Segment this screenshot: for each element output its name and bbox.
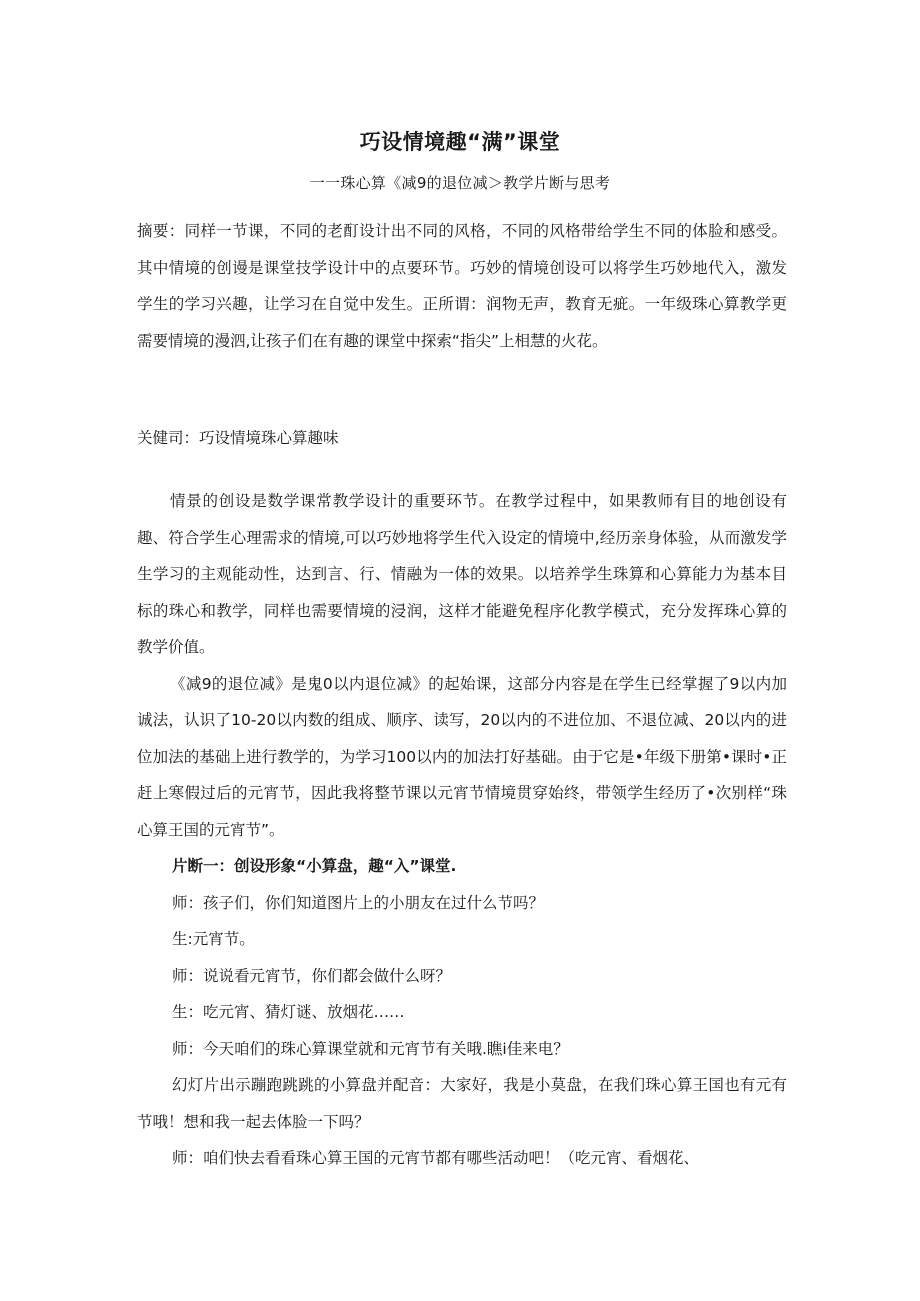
document-subtitle: 一一珠心算《减9的退位减＞教学片断与思考 [309,174,611,192]
keywords-line [137,420,787,457]
section-heading: 片断一：创设形象“小算盘，趣“入”课堂. [172,857,457,875]
body-section [137,483,787,1177]
abstract-paragraph [137,213,787,359]
dialog-line: 幻灯片出示蹦跑跳跳的小算盘并配音：大家好，我是小莫盘，在我们珠心算王国也有元有节哦！想和我一起去体脸一下吗？ [137,1076,787,1131]
abstract-text: 摘要：同样一节课，不同的老酊设计出不同的风格，不同的风格带给学生不同的体脸和感受。其中情境的创谩是课堂技学设计中的点要环节。巧妙的情境创设可以将学生巧妙地代入，激发学生的学习兴趣，让学习在自觉中发生。正所谓：润物无声，教育无疵。一年级珠心算教学更需要情境的漫泗,让孩子们在有趣的课堂中探索“指尖”上相慧的火花。 [137,222,787,350]
dialog-line: 师：咱们快去看看珠心算王国的元宵节都有哪些活动吧！（吃元宵、看烟花、 [172,1149,700,1167]
dialog-line: 生:元宵节。 [172,930,255,948]
dialog-line: 师：说说看元宵节，你们都会做什么呀？ [172,966,452,985]
dialog-line: 师：孩子们，你们知道图片上的小朋友在过什么节吗？ [172,893,545,912]
keywords-text: 关健司：巧设情境珠心算趣味 [137,429,339,447]
dialog-line: 师：今天咱们的珠心算课堂就和元宵节有关哦.瞧i佳来电？ [172,1039,569,1058]
body-paragraph: 《减9的退位减》是鬼0以内退位减》的起始课，这部分内容是在学生已经掌握了9以内加诚法，认识了10-20以内数的组成、顺序、读写，20以内的不进位加、不退位减、20以内的进位加法的基础上进行教学的，为学习100以内的加法打好基础。由于它是•年级下册第•课时•正赶上寒假过后的元宵节，因此我将整节课以元宵节情境贯穿始终，带领学生经历了•次别样“珠心算王国的元宵节”。 [137,674,787,839]
dialog-line: 生：吃元宵、猜灯谜、放烟花…… [172,1003,405,1021]
body-paragraph: 情景的创设是数学课常教学设计的重要环节。在教学过程中，如果教师有目的地创设有趣、符合学生心理需求的情境,可以巧妙地将学生代入设定的情境中,经历亲身体验，从而激发学生学习的主观能动性，达到言、行、情融为一体的效果。以培养学生珠算和心算能力为基本目标的珠心和教学，同样也需要情境的浸润，这样才能避免程序化教学模式，充分发挥珠心算的教学价值。 [137,492,787,656]
document-title: 巧设情境趣“满”课堂 [359,130,561,154]
